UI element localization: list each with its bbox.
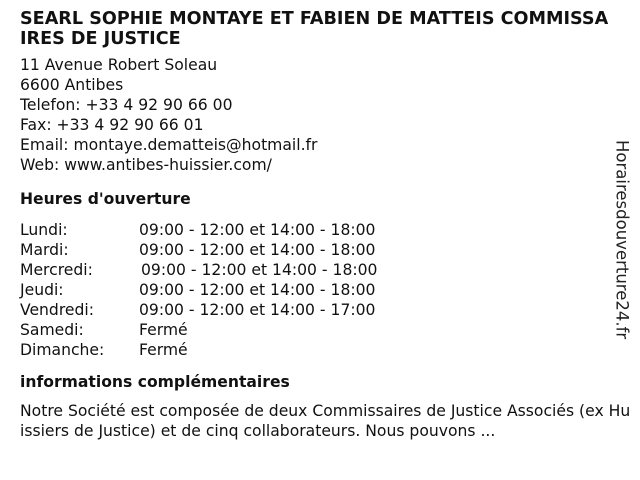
site-watermark: [611, 134, 633, 346]
hours-table: [20, 220, 610, 360]
info-heading: informations complémentaires: [20, 373, 290, 391]
address-street: 11 Avenue Robert Soleau: [20, 56, 218, 74]
address-city: 6600 Antibes: [20, 76, 124, 94]
time-range: Fermé: [139, 321, 188, 339]
day-label: Mercredi:: [20, 261, 93, 279]
time-range: Fermé: [139, 341, 188, 359]
hours-row-wednesday: [20, 260, 610, 280]
info-description: Notre Société est composée de deux Commissaires de Justice Associés (ex Huissiers de Justice) et de cinq collaborateurs. Nous pouvons ...: [20, 402, 631, 440]
contact-block: [20, 55, 610, 175]
time-range: 09:00 - 12:00 et 14:00 - 18:00: [139, 221, 376, 239]
watermark-text: Horairesdouverture24.fr: [612, 140, 632, 340]
day-label: Samedi:: [20, 321, 84, 339]
time-range: 09:00 - 12:00 et 14:00 - 18:00: [141, 261, 378, 279]
website: Web: www.antibes-huissier.com/: [20, 156, 272, 174]
time-range: 09:00 - 12:00 et 14:00 - 17:00: [139, 301, 376, 319]
hours-heading: Heures d'ouverture: [20, 190, 191, 208]
hours-row-friday: [20, 300, 610, 320]
day-label: Dimanche:: [20, 341, 105, 359]
day-label: Vendredi:: [20, 301, 94, 319]
hours-row-sunday: [20, 340, 610, 360]
day-label: Mardi:: [20, 241, 69, 259]
hours-row-thursday: [20, 280, 610, 300]
hours-row-saturday: [20, 320, 610, 340]
business-name: SEARL SOPHIE MONTAYE ET FABIEN DE MATTEIS COMMISSAIRES DE JUSTICE: [20, 9, 609, 49]
fax-number: Fax: +33 4 92 90 66 01: [20, 116, 204, 134]
email-address: Email: montaye.dematteis@hotmail.fr: [20, 136, 318, 154]
hours-row-tuesday: [20, 240, 610, 260]
phone-number: Telefon: +33 4 92 90 66 00: [20, 96, 233, 114]
time-range: 09:00 - 12:00 et 14:00 - 18:00: [139, 281, 376, 299]
day-label: Lundi:: [20, 221, 68, 239]
time-range: 09:00 - 12:00 et 14:00 - 18:00: [139, 241, 376, 259]
hours-row-monday: [20, 220, 610, 240]
day-label: Jeudi:: [20, 281, 64, 299]
